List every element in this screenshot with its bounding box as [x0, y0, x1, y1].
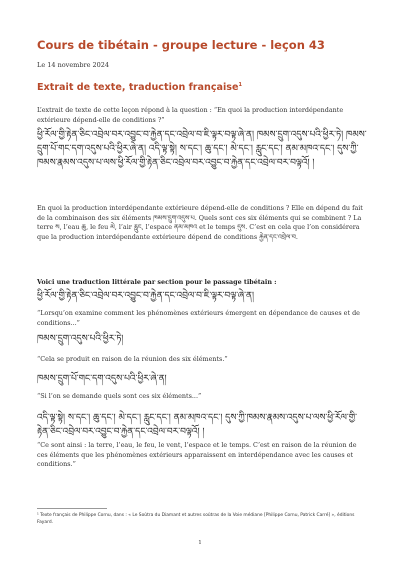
segment-french: “Cela se produit en raison de la réunion des six éléments.” [37, 355, 228, 363]
tibetan-term: དུས [237, 223, 246, 231]
explanation-text: En quoi la production interdépendante extérieure dépend-elle de conditions ? Elle en dépend du fait de la combinaison des six éléments [37, 204, 363, 222]
explanation-paragraph [37, 204, 367, 242]
page-title: Cours de tibétain - groupe lecture - leçon 43 [37, 38, 325, 52]
page-number: 1 [198, 540, 202, 546]
literal-heading: Voici une traduction littérale par section pour le passage tibétain : [37, 278, 277, 286]
tibetan-term: རླུང [133, 223, 142, 231]
explanation-text: . [295, 232, 298, 241]
section-heading [37, 82, 242, 93]
tibetan-term: ས [55, 223, 60, 231]
tibetan-term: རྐྱེན་དང་འབྲེལ་བ [259, 232, 296, 241]
explanation-text: . Quels sont ces six éléments qui se combinent ? La terre [37, 213, 362, 231]
segment-tibetan: ཁམས་དྲུག་འདུས་པའི་ཕྱིར་ཏེ། [37, 334, 124, 344]
segment-french: “Lorsqu’on examine comment les phénomènes extérieurs émergent en dépendance de causes et de conditions...” [37, 309, 360, 327]
tibetan-term: ནམ་མཁའ [174, 223, 198, 231]
tibetan-term: ཁམས་དྲུག་འདུས་པ [153, 213, 195, 222]
tibetan-passage: ཕྱི་རོལ་གྱི་རྟེན་ཅིང་འབྲེལ་བར་འབྱུང་བ་རྐྱེན་དང་འབྲེལ་བ་ཇི་ལྟར་བལྟ་ཞེ་ན། ཁམས་དྲུག་འདུས་པའི་ཕྱིར་ཏེ། ཁམས་དྲུག་པོ་གང་དག་འདུས་པའི་ཕྱིར་ཞེ་ན། འདི་ལྟ་སྟེ། ས་དང་། ཆུ་དང་། མེ་དང་། རླུང་དང་། ནམ་མཁའ་དང་། དུས་ཀྱི་ཁམས་རྣམས་འདུས་པ་ལས་ཕྱི་རོལ་གྱི་རྟེན་ཅིང་འབྲེལ་བར་འབྱུང་བ་རྐྱེན་དང་འབྲེལ་བར་བལྟའོ། ། [37, 130, 367, 168]
segment-tibetan: འདི་ལྟ་སྟེ། ས་དང་། ཆུ་དང་། མེ་དང་། རླུང་དང་། ནམ་མཁའ་དང་། དུས་ཀྱི་ཁམས་རྣམས་འདུས་པ་ལས་ཕྱི་རོལ་གྱི་རྟེན་ཅིང་འབྲེལ་བར་འབྱུང་བ་རྐྱེན་དང་འབྲེལ་བར་བལྟའོ། ། [37, 413, 358, 437]
explanation-text: , l’air [114, 223, 134, 231]
section-heading-text: Extrait de texte, traduction française [37, 82, 239, 94]
explanation-text: , le feu [86, 223, 111, 231]
footnote-divider [37, 508, 107, 509]
document-date: Le 14 novembre 2024 [37, 61, 110, 69]
segment-tibetan: ཕྱི་རོལ་གྱི་རྟེན་ཅིང་འབྲེལ་བར་འབྱུང་བ་རྐྱེན་དང་འབྲེལ་བ་ཇི་ལྟར་བལྟ་ཞེ་ན། [37, 291, 255, 301]
explanation-text: , l’eau [59, 223, 82, 231]
explanation-text: et le temps [197, 223, 238, 231]
segment-french: “Si l’on se demande quels sont ces six éléments...” [37, 392, 202, 400]
explanation-text: , l’espace [141, 223, 175, 231]
footnote: ¹ Texte français de Philippe Cornu, dans : « Le Soûtra du Diamant et autres soûtras de la Voie médiane [Philippe Cornu, Patrick Carré] », éditions Fayard. [37, 513, 355, 525]
explanation-text: . C’est en cela que l’on considérera que la production interdépendante extérieure dépend de conditions [37, 223, 360, 241]
segment-tibetan: ཁམས་དྲུག་པོ་གང་དག་འདུས་པའི་ཕྱིར་ཞེ་ན། [37, 374, 167, 384]
intro-paragraph: L’extrait de texte de cette leçon répond à la question : “En quoi la production interdépendante extérieure dépend-elle de conditions ?” [37, 106, 344, 124]
footnote-ref[interactable]: 1 [238, 82, 242, 88]
tibetan-term: མེ [110, 223, 115, 231]
segment-french: “Ce sont ainsi : la terre, l’eau, le feu, le vent, l’espace et le temps. C’est en raison de la réunion de ces éléments que les phénomènes extérieurs apparaissent en interdépendance avec les causes et conditions.” [37, 441, 357, 468]
tibetan-term: ཆུ [81, 223, 87, 231]
